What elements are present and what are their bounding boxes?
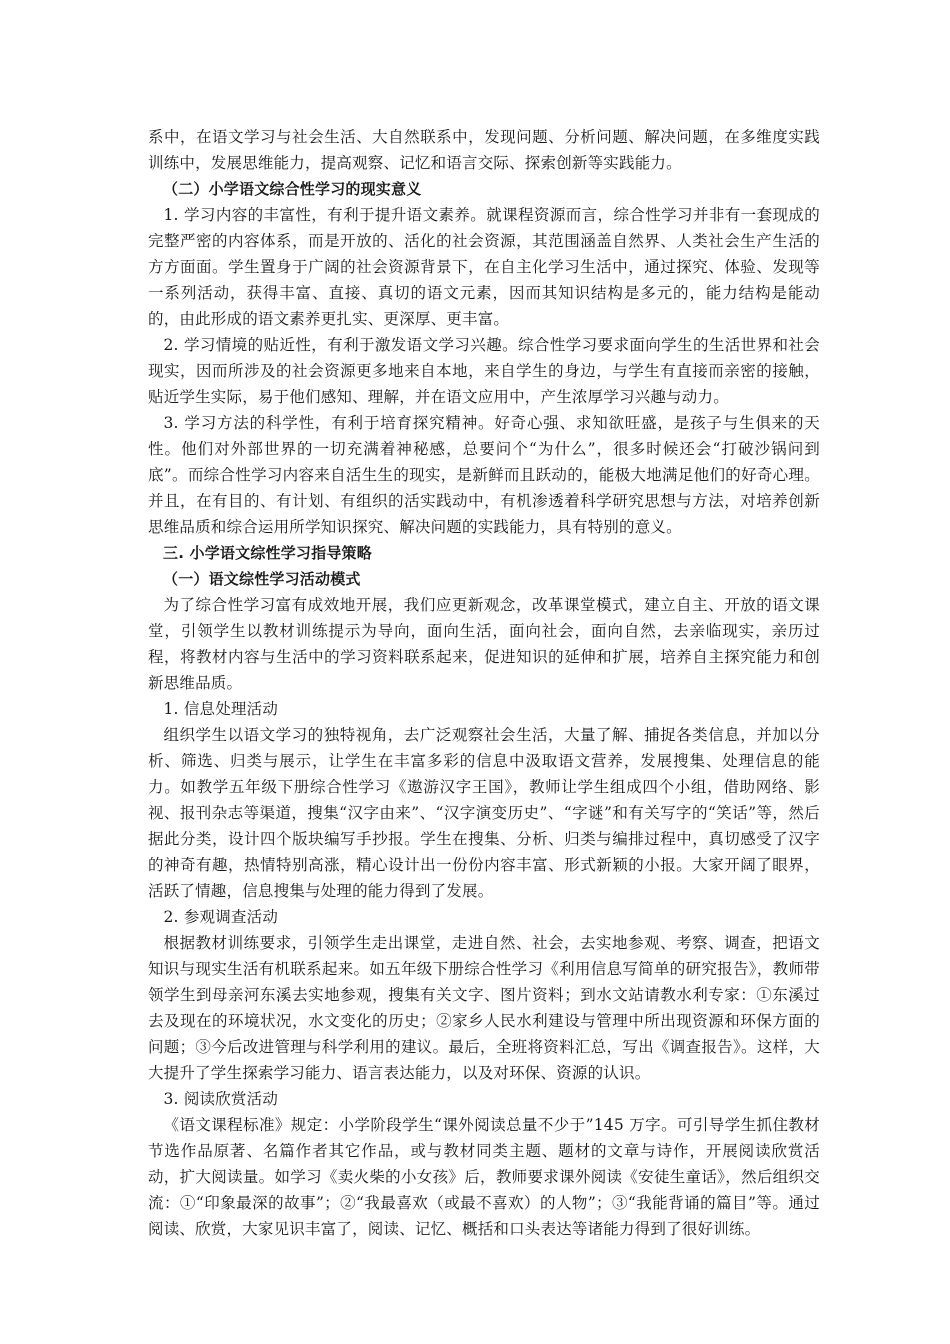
heading-activity-2: 2. 参观调查活动: [163, 908, 279, 926]
heading-activity-1: 1. 信息处理活动: [163, 700, 279, 718]
paragraph-mode-intro: 为了综合性学习富有成效地开展，我们应更新观念，改革课堂模式，建立自主、开放的语文课堂，引领学生以教材训练提示为导向，面向生活，面向社会，面向自然，去亲临现实，亲历过程，将教材内容与生活中的学习资料联系起来，促进知识的延伸和扩展，培养自主探究能力和创新思维品质。: [148, 596, 820, 692]
heading-section-3: 三. 小学语文综性学习指导策略: [163, 544, 372, 562]
paragraph-intro: 系中，在语文学习与社会生活、大自然联系中，发现问题、分析问题、解决问题，在多维度实践训练中，发展思维能力，提高观察、记忆和语言交际、探索创新等实践能力。: [148, 128, 820, 172]
heading-activity-3: 3. 阅读欣赏活动: [163, 1090, 279, 1108]
paragraph-point-3: 3. 学习方法的科学性，有利于培育探究精神。好奇心强、求知欲旺盛，是孩子与生俱来的天性。他们对外部世界的一切充满着神秘感，总要问个“为什么”，很多时候还会“打破沙锅问到底”。而综合性学习内容来自活生生的现实，是新鲜而且跃动的，能极大地满足他们的好奇心理。并且，在有目的、有计划、有组织的活实践动中，有机渗透着科学研究思想与方法，对培养创新思维品质和综合运用所学知识探究、解决问题的实践能力，具有特别的意义。: [148, 414, 820, 536]
paragraph-point-1: 1. 学习内容的丰富性，有利于提升语文素养。就课程资源而言，综合性学习并非有一套现成的完整严密的内容体系，而是开放的、活化的社会资源，其范围涵盖自然界、人类社会生产生活的方方面面。学生置身于广阔的社会资源背景下，在自主化学习生活中，通过探究、体验、发现等一系列活动，获得丰富、直接、真切的语文元素，因而其知识结构是多元的，能力结构是能动的，由此形成的语文素养更扎实、更深厚、更丰富。: [148, 206, 820, 328]
paragraph-activity-3: 《语文课程标准》规定：小学阶段学生“课外阅读总量不少于”145 万字。可引导学生抓住教材节选作品原著、名篇作者其它作品，或与教材同类主题、题材的文章与诗作，开展阅读欣赏活动，扩大阅读量。如学习《卖火柴的小女孩》后，教师要求课外阅读《安徒生童话》，然后组织交流：①“印象最深的故事”；②“我最喜欢（或最不喜欢）的人物”；③“我能背诵的篇目”等。通过阅读、欣赏，大家见识丰富了，阅读、记忆、概括和口头表达等诸能力得到了很好训练。: [148, 1116, 820, 1238]
paragraph-activity-1: 组织学生以语文学习的独特视角，去广泛观察社会生活，大量了解、捕捉各类信息，并加以分析、筛选、归类与展示，让学生在丰富多彩的信息中汲取语文营养，发展搜集、处理信息的能力。如教学五年级下册综合性学习《遨游汉字王国》，教师让学生组成四个小组，借助网络、影视、报刊杂志等渠道，搜集“汉字由来”、“汉字演变历史”、“字谜”和有关写字的“笑话”等，然后据此分类，设计四个版块编写手抄报。学生在搜集、分析、归类与编排过程中，真切感受了汉字的神奇有趣，热情特别高涨，精心设计出一份份内容丰富、形式新颖的小报。大家开阔了眼界，活跃了情趣，信息搜集与处理的能力得到了发展。: [148, 726, 820, 900]
paragraph-point-2: 2. 学习情境的贴近性，有利于激发语文学习兴趣。综合性学习要求面向学生的生活世界和社会现实，因而所涉及的社会资源更多地来自本地，来自学生的身边，与学生有直接而亲密的接触，贴近学生实际，易于他们感知、理解，并在语文应用中，产生浓厚学习兴趣与动力。: [148, 336, 820, 406]
heading-section-3-1: （一）语文综性学习活动模式: [163, 570, 361, 588]
paragraph-activity-2: 根据教材训练要求，引领学生走出课堂，走进自然、社会，去实地参观、考察、调查，把语文知识与现实生活有机联系起来。如五年级下册综合性学习《利用信息写简单的研究报告》，教师带领学生到母亲河东溪去实地参观，搜集有关文字、图片资料；到水文站请教水利专家：①东溪过去及现在的环境状况，水文变化的历史；②家乡人民水利建设与管理中所出现资源和环保方面的问题；③今后改进管理与科学利用的建议。最后，全班将资料汇总，写出《调查报告》。这样，大大提升了学生探索学习能力、语言表达能力，以及对环保、资源的认识。: [148, 934, 820, 1082]
heading-section-2-2: （二）小学语文综合性学习的现实意义: [163, 180, 422, 198]
document-page: [148, 124, 820, 1242]
